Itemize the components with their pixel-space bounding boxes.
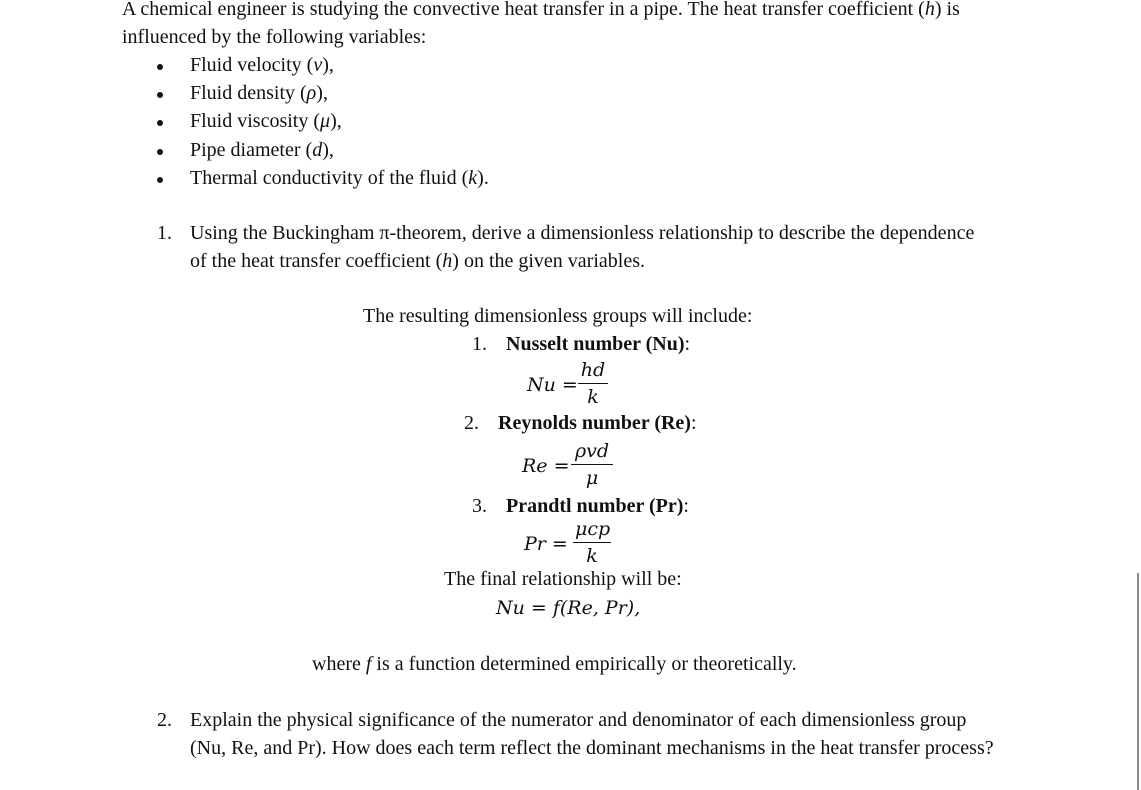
variable-item: Fluid viscosity (μ), [190, 110, 342, 132]
bullet-marker [157, 149, 163, 155]
question-1-line-1: Using the Buckingham π-theorem, derive a dimensionless relationship to describe the dependence [190, 222, 975, 244]
final-equation: Nu = f(Re, Pr), [496, 597, 641, 619]
re-fraction [571, 440, 613, 489]
group-3-number: 3. [472, 495, 487, 517]
group-1-heading: Nusselt number (Nu): [506, 333, 691, 355]
question-2-line-1: Explain the physical significance of the numerator and denominator of each dimensionless group [190, 709, 967, 731]
re-lhs: Re = [522, 455, 570, 477]
pr-denominator: k [586, 545, 598, 568]
re-numerator: ρvd [574, 440, 610, 462]
final-intro: The final relationship will be: [444, 568, 682, 590]
nu-denominator: k [587, 386, 599, 409]
where-note: where f is a function determined empirically or theoretically. [312, 653, 797, 675]
group-3-heading: Prandtl number (Pr): [506, 495, 689, 517]
scrollbar-edge[interactable] [1137, 573, 1139, 790]
bullet-marker [157, 64, 163, 70]
group-2-number: 2. [464, 412, 479, 434]
question-1-number: 1. [157, 222, 172, 244]
bullet-marker [157, 177, 163, 183]
question-1-line-2: of the heat transfer coefficient (h) on the given variables. [190, 250, 645, 272]
group-2-heading: Reynolds number (Re): [498, 412, 697, 434]
h-symbol: h [924, 0, 935, 20]
pr-lhs: Pr = [524, 533, 568, 555]
intro-line-2: influenced by the following variables: [122, 26, 427, 48]
pr-fraction [573, 518, 611, 567]
variable-item: Thermal conductivity of the fluid (k). [190, 167, 489, 189]
nu-lhs: Nu = [527, 374, 578, 396]
nu-fraction [578, 359, 608, 408]
bullet-marker [157, 92, 163, 98]
bullet-marker [157, 120, 163, 126]
group-1-number: 1. [472, 333, 487, 355]
pr-numerator: μcp [575, 518, 611, 540]
question-2-line-2: (Nu, Re, and Pr). How does each term reflect the dominant mechanisms in the heat transfer process? [190, 737, 994, 759]
nu-numerator: hd [580, 359, 606, 381]
fraction-bar [578, 383, 608, 384]
variable-item: Fluid velocity (v), [190, 54, 334, 76]
intro-line-1: A chemical engineer is studying the convective heat transfer in a pipe. The heat transfer coefficient (h) is [122, 0, 960, 20]
re-denominator: μ [585, 467, 599, 490]
fraction-bar [573, 542, 611, 543]
variable-item: Fluid density (ρ), [190, 82, 328, 104]
groups-intro: The resulting dimensionless groups will include: [363, 305, 753, 327]
fraction-bar [571, 464, 613, 465]
variable-item: Pipe diameter (d), [190, 139, 334, 161]
question-2-number: 2. [157, 709, 172, 731]
